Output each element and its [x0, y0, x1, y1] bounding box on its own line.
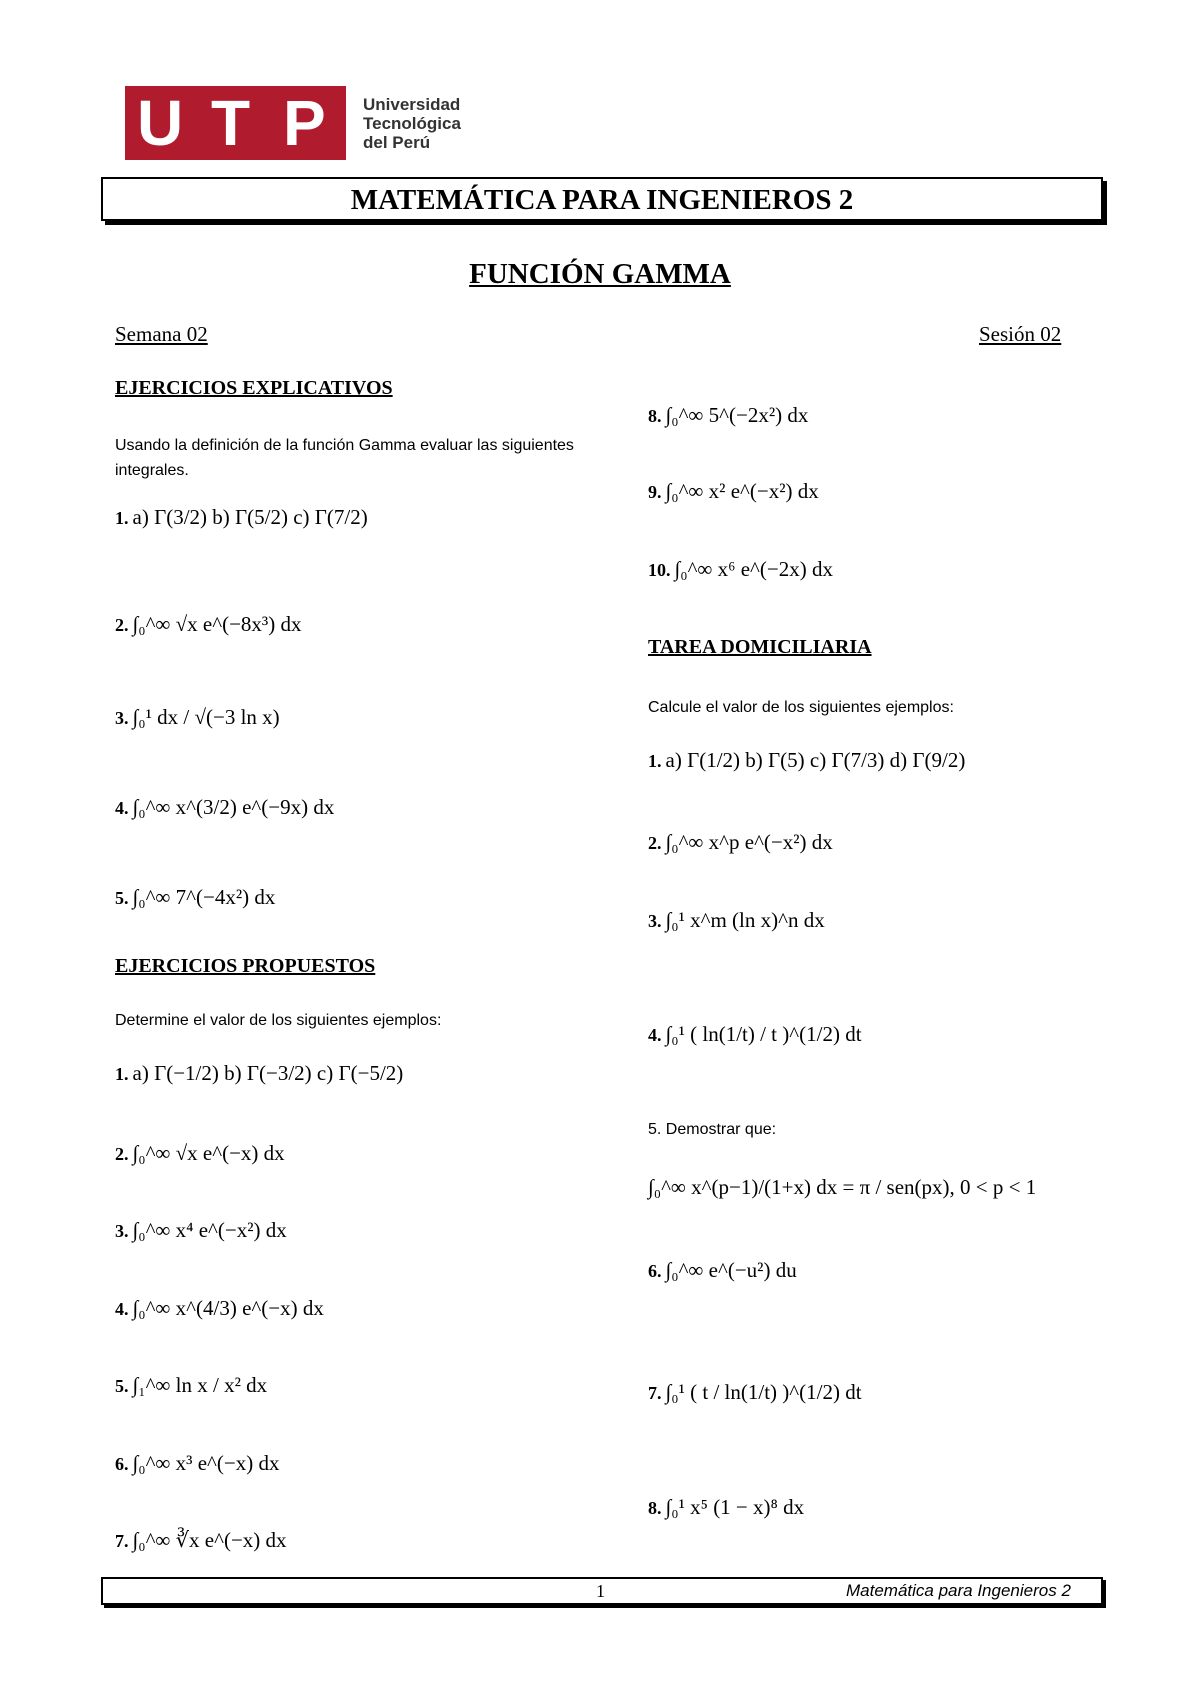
- instruction-propuestos: Determine el valor de los siguientes ejemplos:: [115, 1012, 442, 1029]
- exercise-expression: ∫₀^∞ x³ e^(−x) dx: [132, 1451, 280, 1475]
- document-subtitle: FUNCIÓN GAMMA: [469, 258, 731, 290]
- instruction-tarea: Calcule el valor de los siguientes ejemplos:: [648, 699, 954, 716]
- page-number: 1: [596, 1581, 605, 1601]
- logo-letter-u: U: [137, 87, 184, 159]
- exercise-number: 1.: [115, 1064, 129, 1084]
- document-title: MATEMÁTICA PARA INGENIEROS 2: [350, 184, 854, 216]
- exercise-number: 9.: [648, 482, 662, 502]
- exercise-expression: ∫₀^∞ ∛x e^(−x) dx: [132, 1528, 287, 1552]
- section-heading-tarea: TAREA DOMICILIARIA: [648, 636, 872, 658]
- exercise-item: [648, 403, 808, 428]
- exercise-number: 3.: [115, 1221, 129, 1241]
- logo-letter-p: P: [283, 87, 326, 159]
- week-label: Semana 02: [115, 322, 208, 346]
- exercise-expression: ∫₀^∞ e^(−u²) du: [665, 1258, 797, 1282]
- exercise-number: 7.: [648, 1383, 662, 1403]
- exercise-expression: ∫₀¹ ( t / ln(1/t) )^(1/2) dt: [665, 1380, 862, 1404]
- exercise-expression: ∫₀^∞ x^(4/3) e^(−x) dx: [132, 1296, 324, 1320]
- exercise-item: [648, 1495, 804, 1520]
- exercise-item: [648, 1175, 1036, 1200]
- exercise-number: 4.: [115, 1299, 129, 1319]
- exercise-item: [115, 1373, 267, 1398]
- exercise-item: [648, 557, 833, 582]
- exercise-expression: ∫₀¹ dx / √(−3 ln x): [132, 705, 280, 729]
- exercise-expression: ∫₀^∞ √x e^(−x) dx: [132, 1141, 285, 1165]
- logo: [125, 86, 346, 160]
- exercise-item: [115, 612, 301, 637]
- exercise-item: [648, 1022, 862, 1047]
- exercise-label: Demostrar que:: [665, 1121, 777, 1138]
- exercise-item: [648, 748, 965, 773]
- exercise-number: 4.: [648, 1025, 662, 1045]
- instruction-explicativos: Usando la definición de la función Gamma evaluar las siguientes integrales.: [115, 437, 574, 479]
- exercise-item: [115, 885, 275, 910]
- exercise-number: 2.: [648, 833, 662, 853]
- exercise-item: [648, 1117, 776, 1142]
- exercise-expression: ∫₀¹ x^m (ln x)^n dx: [665, 908, 825, 932]
- exercise-number: 5.: [115, 1376, 129, 1396]
- exercise-expression: ∫₀^∞ 5^(−2x²) dx: [665, 403, 809, 427]
- exercise-number: 3.: [115, 708, 129, 728]
- exercise-item: [115, 1061, 403, 1086]
- exercise-number: 5.: [648, 1121, 662, 1138]
- exercise-number: 8.: [648, 406, 662, 426]
- exercise-item: [115, 1528, 287, 1553]
- exercise-number: 6.: [115, 1454, 129, 1474]
- exercise-expression: ∫₀^∞ x⁶ e^(−2x) dx: [674, 557, 833, 581]
- exercise-number: 5.: [115, 888, 129, 908]
- section-heading-explicativos: EJERCICIOS EXPLICATIVOS: [115, 377, 393, 399]
- exercise-number: 3.: [648, 911, 662, 931]
- exercise-item: [115, 1451, 279, 1476]
- exercise-expression: ∫₀^∞ x⁴ e^(−x²) dx: [132, 1218, 287, 1242]
- logo-letter-t: T: [211, 87, 251, 159]
- exercise-expression: ∫₀^∞ 7^(−4x²) dx: [132, 885, 276, 909]
- logo-wordmark: [363, 95, 461, 152]
- exercise-expression: ∫₀^∞ x^(p−1)/(1+x) dx = π / sen(px), 0 < p < 1: [648, 1175, 1037, 1199]
- logo-line-3: del Perú: [363, 133, 431, 152]
- exercise-item: [648, 830, 833, 855]
- exercise-item: [115, 1296, 324, 1321]
- logo-line-1: Universidad: [363, 95, 461, 114]
- section-heading-propuestos: EJERCICIOS PROPUESTOS: [115, 955, 376, 977]
- exercise-expression: ∫₀¹ x⁵ (1 − x)⁸ dx: [665, 1495, 805, 1519]
- exercise-number: 8.: [648, 1498, 662, 1518]
- exercise-number: 1.: [648, 751, 662, 771]
- exercise-expression: ∫₀^∞ x^(3/2) e^(−9x) dx: [132, 795, 335, 819]
- exercise-expression: ∫₁^∞ ln x / x² dx: [132, 1373, 268, 1397]
- exercise-expression: ∫₀^∞ √x e^(−8x³) dx: [132, 612, 302, 636]
- title-box: [101, 177, 1103, 221]
- exercise-number: 6.: [648, 1261, 662, 1281]
- exercise-expression: ∫₀^∞ x^p e^(−x²) dx: [665, 830, 833, 854]
- exercise-number: 2.: [115, 1144, 129, 1164]
- exercise-number: 2.: [115, 615, 129, 635]
- exercise-expression: a) Γ(−1/2) b) Γ(−3/2) c) Γ(−5/2): [132, 1061, 404, 1085]
- exercise-item: [115, 1141, 285, 1166]
- exercise-expression: ∫₀^∞ x² e^(−x²) dx: [665, 479, 819, 503]
- exercise-item: [115, 705, 280, 730]
- exercise-item: [115, 505, 368, 530]
- session-label: Sesión 02: [979, 322, 1062, 346]
- exercise-number: 4.: [115, 798, 129, 818]
- exercise-item: [648, 1258, 797, 1283]
- exercise-item: [648, 908, 825, 933]
- exercise-number: 1.: [115, 508, 129, 528]
- exercise-expression: a) Γ(1/2) b) Γ(5) c) Γ(7/3) d) Γ(9/2): [665, 748, 966, 772]
- exercise-number: 10.: [648, 560, 671, 580]
- exercise-number: 7.: [115, 1531, 129, 1551]
- exercise-item: [648, 1380, 862, 1405]
- exercise-item: [648, 479, 819, 504]
- logo-line-2: Tecnológica: [363, 114, 461, 133]
- footer-label: Matemática para Ingenieros 2: [846, 1581, 1071, 1600]
- exercise-item: [115, 795, 334, 820]
- exercise-expression: a) Γ(3/2) b) Γ(5/2) c) Γ(7/2): [132, 505, 368, 529]
- exercise-expression: ∫₀¹ ( ln(1/t) / t )^(1/2) dt: [665, 1022, 862, 1046]
- exercise-item: [115, 1218, 287, 1243]
